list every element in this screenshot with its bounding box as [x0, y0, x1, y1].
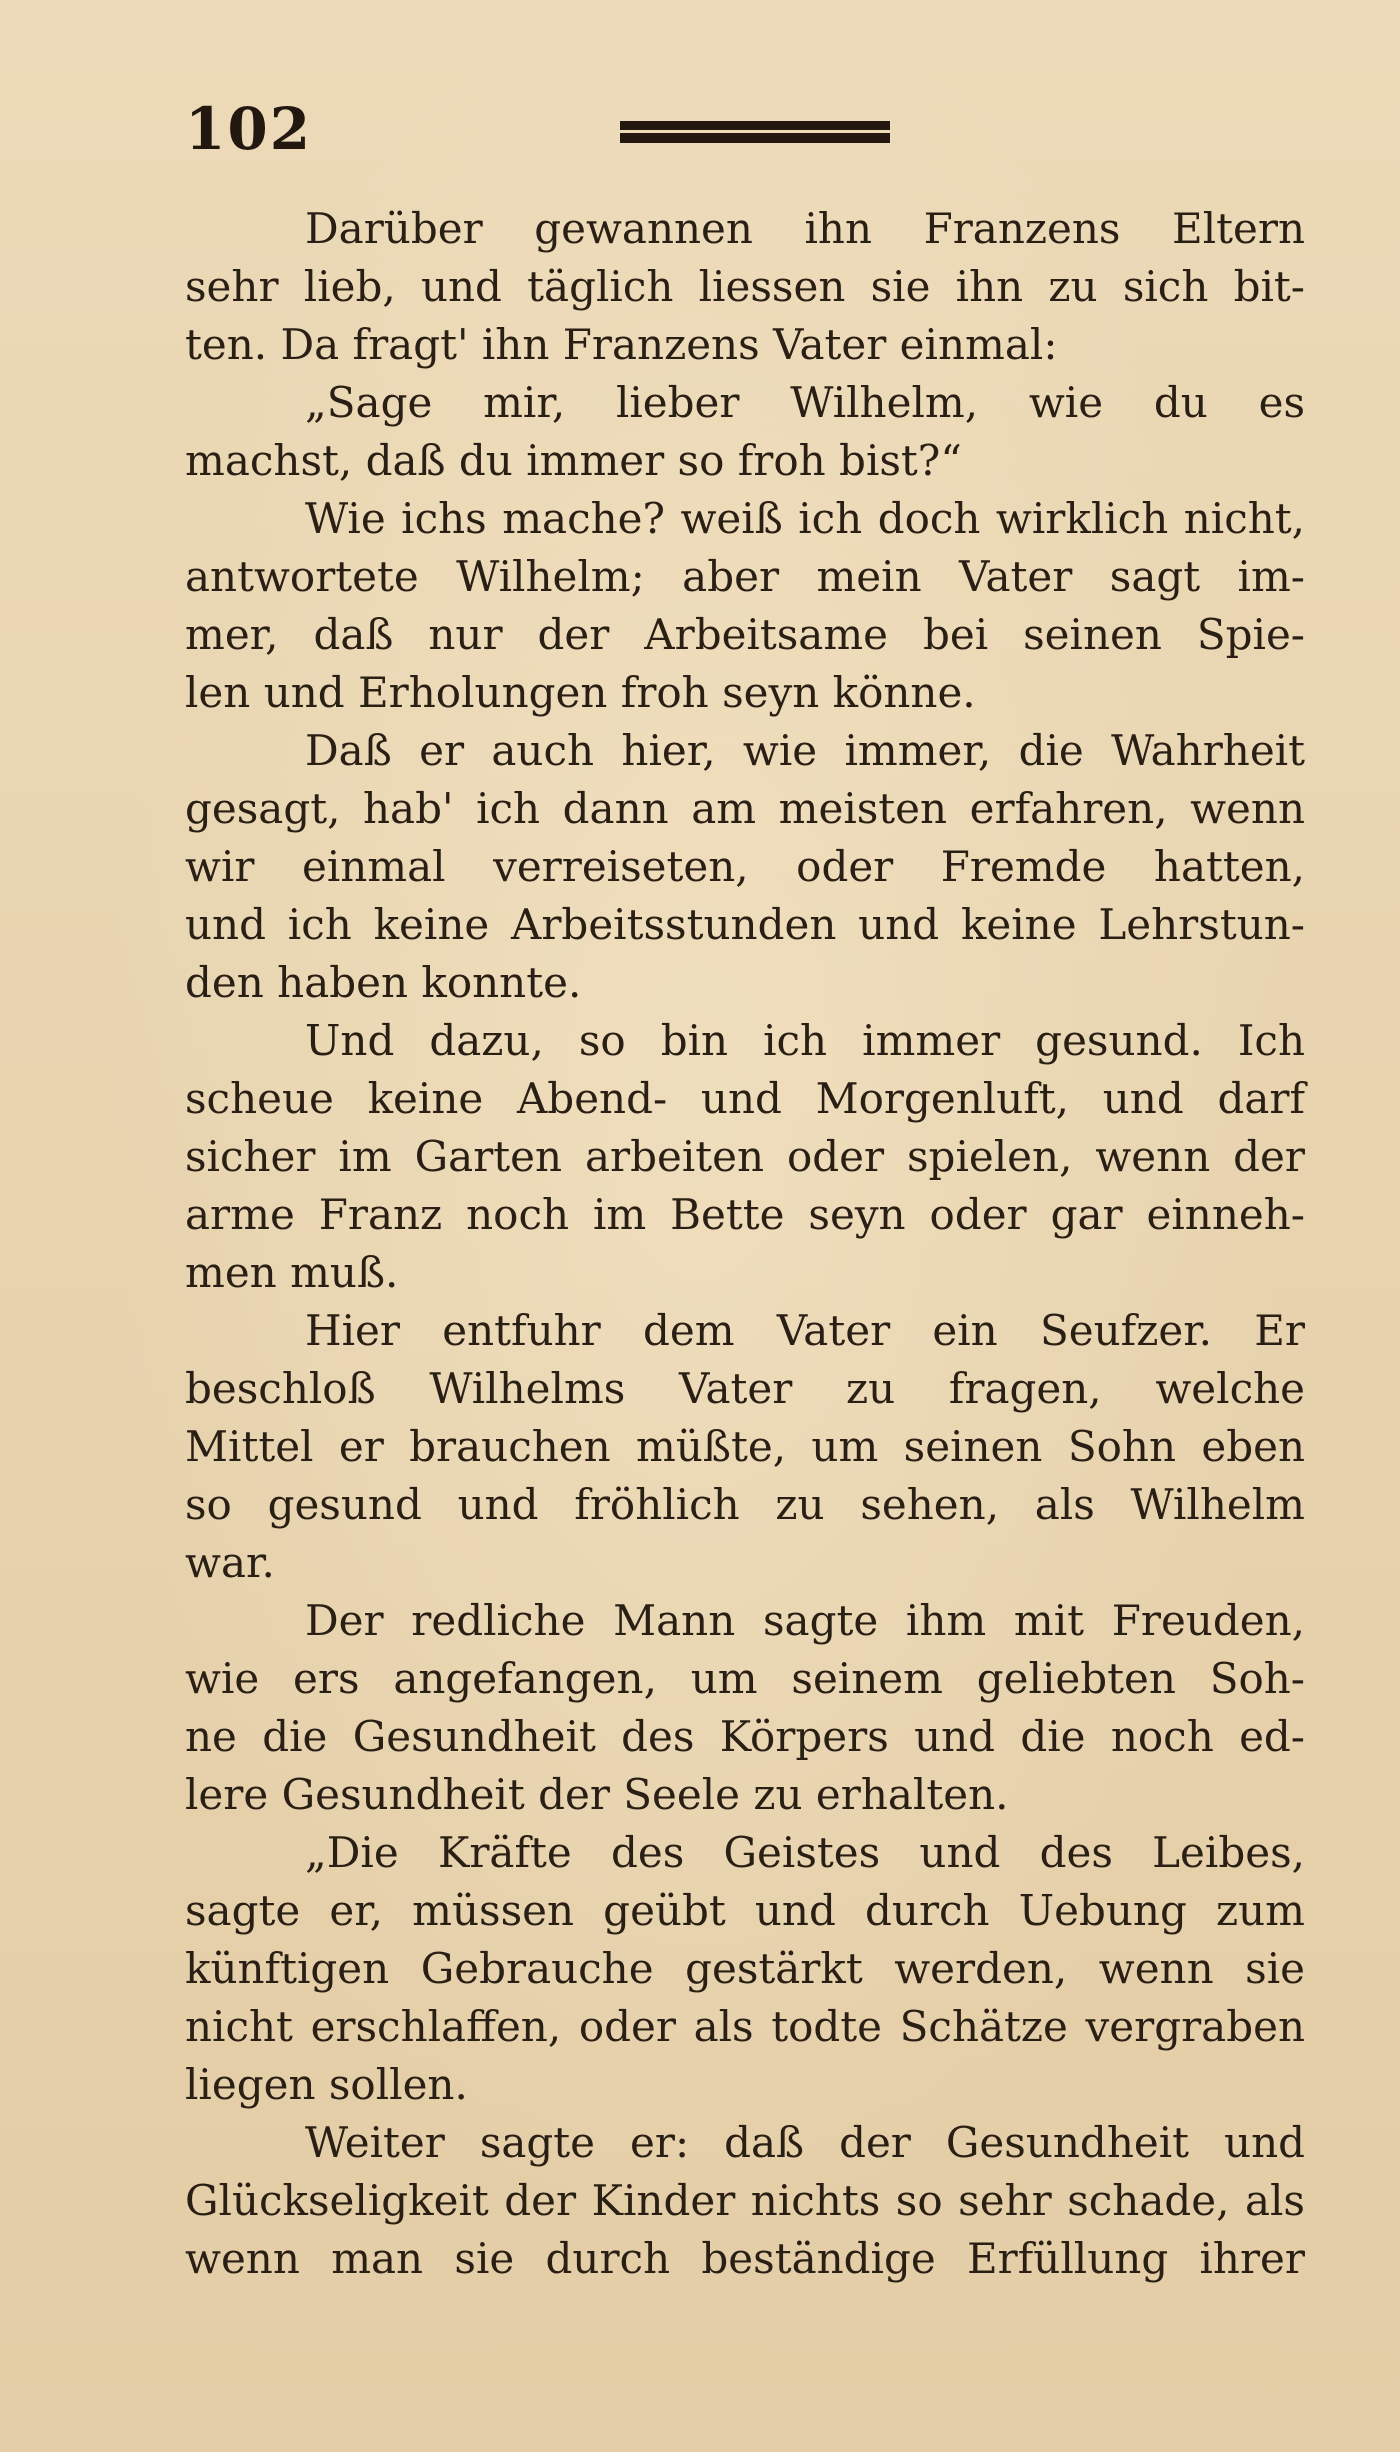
text-line: war. — [185, 1538, 275, 1587]
text-line: liegen sollen. — [185, 2060, 468, 2109]
paragraph — [185, 200, 1305, 374]
text-line: so gesund und fröhlich zu sehen, als Wilhelm — [185, 1480, 1305, 1529]
paragraph — [185, 1824, 1305, 2114]
body-text — [185, 200, 1305, 2288]
text-line: mer, daß nur der Arbeitsame bei seinen Spie- — [185, 610, 1305, 659]
text-line: den haben konnte. — [185, 958, 582, 1007]
text-line: sagte er, müssen geübt und durch Uebung zum — [185, 1886, 1305, 1935]
text-line: ten. Da fragt' ihn Franzens Vater einmal: — [185, 320, 1058, 369]
text-line: beschloß Wilhelms Vater zu fragen, welche — [185, 1364, 1305, 1413]
header-ornament-rule — [620, 121, 890, 143]
text-line: wie ers angefangen, um seinem geliebten Soh- — [185, 1654, 1305, 1703]
page-number: 102 — [185, 95, 313, 163]
text-line: gesagt, hab' ich dann am meisten erfahren, wenn — [185, 784, 1305, 833]
text-line: men muß. — [185, 1248, 399, 1297]
page-header — [185, 95, 1305, 175]
paragraph — [185, 2114, 1305, 2288]
text-line: Mittel er brauchen müßte, um seinen Sohn eben — [185, 1422, 1305, 1471]
paragraph — [185, 374, 1305, 490]
paragraph — [185, 490, 1305, 722]
text-line: scheue keine Abend- und Morgenluft, und darf — [185, 1074, 1305, 1123]
text-line: wir einmal verreiseten, oder Fremde hatten, — [185, 842, 1305, 891]
paragraph — [185, 722, 1305, 1012]
text-line: nicht erschlaffen, oder als todte Schätze vergraben — [185, 2002, 1305, 2051]
text-line: Und dazu, so bin ich immer gesund. Ich — [305, 1016, 1305, 1065]
text-line: Hier entfuhr dem Vater ein Seufzer. Er — [305, 1306, 1305, 1355]
text-line: lere Gesundheit der Seele zu erhalten. — [185, 1770, 1009, 1819]
text-line: ne die Gesundheit des Körpers und die noch ed- — [185, 1712, 1305, 1761]
paragraph — [185, 1592, 1305, 1824]
text-line: arme Franz noch im Bette seyn oder gar einneh- — [185, 1190, 1305, 1239]
text-line: „Sage mir, lieber Wilhelm, wie du es — [305, 378, 1305, 427]
text-line: antwortete Wilhelm; aber mein Vater sagt im- — [185, 552, 1305, 601]
text-line: sicher im Garten arbeiten oder spielen, wenn der — [185, 1132, 1305, 1181]
text-line: Daß er auch hier, wie immer, die Wahrheit — [305, 726, 1305, 775]
text-line: Weiter sagte er: daß der Gesundheit und — [305, 2118, 1305, 2167]
paragraph — [185, 1012, 1305, 1302]
paragraph — [185, 1302, 1305, 1592]
text-line: Der redliche Mann sagte ihm mit Freuden, — [305, 1596, 1305, 1645]
text-line: wenn man sie durch beständige Erfüllung ihrer — [185, 2234, 1305, 2283]
text-line: und ich keine Arbeitsstunden und keine Lehrstun- — [185, 900, 1305, 949]
text-line: „Die Kräfte des Geistes und des Leibes, — [305, 1828, 1305, 1877]
text-line: len und Erholungen froh seyn könne. — [185, 668, 976, 717]
text-line: machst, daß du immer so froh bist?“ — [185, 436, 962, 485]
text-line: sehr lieb, und täglich liessen sie ihn zu sich bit- — [185, 262, 1305, 311]
text-line: Glückseligkeit der Kinder nichts so sehr schade, als — [185, 2176, 1305, 2225]
text-line: Wie ichs mache? weiß ich doch wirklich nicht, — [305, 494, 1305, 543]
text-line: künftigen Gebrauche gestärkt werden, wenn sie — [185, 1944, 1305, 1993]
text-line: Darüber gewannen ihn Franzens Eltern — [305, 204, 1305, 253]
